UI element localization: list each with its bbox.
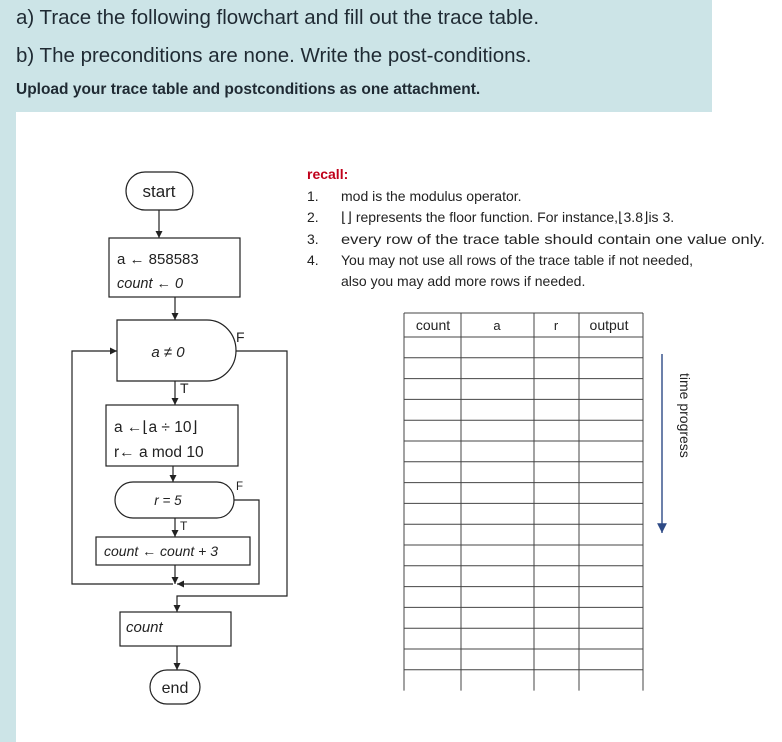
recall-item-4-number: 4.	[307, 252, 319, 268]
recall-item-3-text: every row of the trace table should contain one value only.	[341, 231, 765, 247]
output-label: count	[126, 619, 163, 636]
time-progress-label: time progress	[677, 373, 693, 458]
recall-title: recall:	[307, 166, 349, 182]
cond2-false-label: F	[236, 481, 244, 493]
cond2-label: r = 5	[154, 493, 182, 508]
assign-a-label: a ←⌊a ÷ 10⌋	[114, 419, 198, 436]
recall-item-3-number: 3.	[307, 231, 319, 247]
column-header-count: count	[415, 317, 451, 333]
recall-notes	[307, 166, 765, 289]
column-header-a: a	[493, 318, 501, 333]
recall-item-2-text: ⌊⌋ represents the floor function. For instance,⌊3.8⌋is 3.	[341, 209, 675, 225]
upload-instruction: Upload your trace table and postconditions as one attachment.	[16, 81, 481, 98]
question-a: a) Trace the following flowchart and fill out the trace table.	[16, 6, 540, 29]
cond1-true-label: T	[180, 380, 189, 396]
recall-item-1-number: 1.	[307, 188, 319, 204]
recall-item-4-text-continued: also you may add more rows if needed.	[341, 273, 586, 289]
recall-item-2-number: 2.	[307, 209, 319, 225]
init-count-label: count ← 0	[117, 276, 184, 292]
increment-label: count ← count + 3	[104, 543, 219, 559]
end-label: end	[161, 680, 189, 697]
cond1-label: a ≠ 0	[151, 344, 185, 361]
question-b: b) The preconditions are none. Write the post-conditions.	[16, 44, 532, 67]
start-label: start	[142, 182, 176, 201]
column-header-r: r	[553, 318, 559, 333]
trace-table	[404, 313, 643, 691]
recall-item-4-text: You may not use all rows of the trace table if not needed,	[341, 252, 694, 268]
init-a-label: a ← 858583	[117, 251, 199, 268]
assign-r-label: r← a mod 10	[114, 444, 204, 461]
cond2-true-label: T	[180, 519, 188, 533]
column-header-output: output	[589, 317, 629, 333]
recall-item-1-text: mod is the modulus operator.	[341, 188, 522, 204]
cond1-false-label: F	[236, 329, 245, 345]
